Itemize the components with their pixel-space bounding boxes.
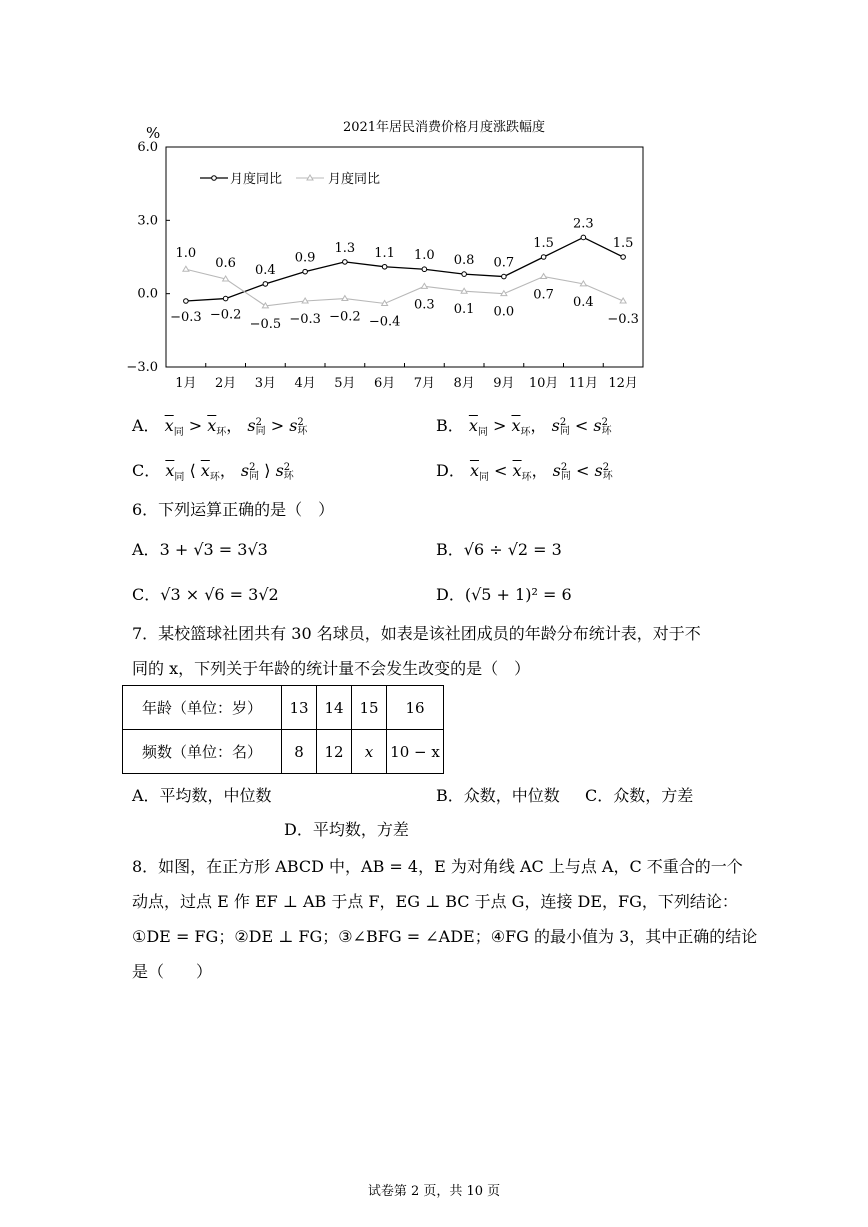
q5-option-a: A． $\overline{x}_同 > \overline{x}_环$， s 2 同 > s 2 环 xyxy=(132,416,308,439)
table-cell: 16 xyxy=(387,686,444,730)
table-row xyxy=(123,730,444,774)
x-tick-label: 7月 xyxy=(413,376,436,391)
y-tick-label: −3.0 xyxy=(126,360,158,375)
q8-line2: 动点，过点 E 作 EF ⊥ AB 于点 F，EG ⊥ BC 于点 G，连接 DE，FG，下列结论： xyxy=(132,892,738,911)
data-point xyxy=(422,267,427,272)
x-tick-label: 9月 xyxy=(493,376,515,391)
data-point xyxy=(382,264,387,269)
y-tick-label: 6.0 xyxy=(137,140,158,155)
data-label: 0.0 xyxy=(493,304,515,320)
data-point xyxy=(342,296,348,301)
data-label: −0.2 xyxy=(329,309,361,325)
data-point xyxy=(581,235,586,240)
data-label: 0.6 xyxy=(215,256,236,271)
table-cell: 年龄（单位：岁） xyxy=(123,686,282,730)
q6-option-d: D．(√5 + 1)² = 6 xyxy=(436,585,572,604)
series-line-1 xyxy=(186,269,623,306)
q7-option-c: C．众数，方差 xyxy=(585,786,694,805)
q5-option-d: D． $\overline{x}_同 < \overline{x}_环$， s 2 同 < s 2 环 xyxy=(436,461,613,484)
line-chart xyxy=(0,120,868,520)
data-label: −0.3 xyxy=(607,312,639,327)
q7-option-b: B．众数，中位数 xyxy=(436,786,560,805)
data-label: 0.8 xyxy=(453,253,475,269)
x-tick-label: 8月 xyxy=(453,376,475,391)
data-point xyxy=(343,260,348,265)
q8-line1: 8．如图，在正方形 ABCD 中，AB = 4，E 为对角线 AC 上与点 A，C 不重合的一个 xyxy=(132,857,743,876)
table-row xyxy=(123,686,444,730)
data-label: 2.3 xyxy=(573,216,594,232)
x-tick-label: 2月 xyxy=(214,376,237,391)
data-point xyxy=(621,255,626,260)
legend-label-0: 月度同比 xyxy=(230,172,283,187)
q5-option-b-formula: $\overline{x}_同 > \overline{x}_环$， s 2 同 < s 2 环 xyxy=(468,416,612,439)
x-tick-label: 4月 xyxy=(294,376,316,391)
table-cell: x xyxy=(352,730,387,774)
q7-stem-line1: 7．某校篮球社团共有 30 名球员，如表是该社团成员的年龄分布统计表，对于不 xyxy=(132,624,701,643)
table-cell: 8 xyxy=(282,730,317,774)
table-cell: 12 xyxy=(317,730,352,774)
data-label: 0.4 xyxy=(255,262,276,278)
series-line-0 xyxy=(186,237,623,301)
data-label: 0.7 xyxy=(533,287,554,303)
data-label: −0.3 xyxy=(170,310,202,325)
data-label: 1.3 xyxy=(334,240,356,256)
data-point xyxy=(263,282,268,287)
y-axis-unit: % xyxy=(146,124,161,142)
legend-label-1: 月度同比 xyxy=(328,172,381,187)
data-label: −0.4 xyxy=(368,314,401,330)
data-label: 0.3 xyxy=(414,297,435,313)
data-label: −0.3 xyxy=(289,312,321,327)
data-label: −0.2 xyxy=(209,307,242,323)
legend-marker-0 xyxy=(212,176,217,181)
q6-stem: 6．下列运算正确的是（ ） xyxy=(132,500,335,519)
data-point xyxy=(541,255,546,260)
q5-option-b: B． $\overline{x}_同 > \overline{x}_环$， s 2 同 < s 2 环 xyxy=(436,416,612,439)
data-label: 1.0 xyxy=(414,248,435,264)
table-cell: 13 xyxy=(282,686,317,730)
data-point xyxy=(183,266,189,271)
x-tick-label: 6月 xyxy=(373,376,396,391)
table-cell: 15 xyxy=(352,686,387,730)
data-label: 0.4 xyxy=(573,294,594,310)
age-frequency-table xyxy=(122,685,444,774)
data-label: 0.1 xyxy=(453,302,475,318)
data-point xyxy=(502,274,507,279)
page-footer: 试卷第 2 页，共 10 页 xyxy=(367,1184,501,1199)
x-tick-label: 1月 xyxy=(175,376,197,391)
data-point xyxy=(223,296,228,301)
q5-option-a-formula: $\overline{x}_同 > \overline{x}_环$， s 2 同 > s 2 环 xyxy=(164,416,308,439)
q8-line3: ①DE = FG；②DE ⊥ FG；③∠BFG = ∠ADE；④FG 的最小值为 3，其中正确的结论 xyxy=(132,927,758,946)
data-label: 0.7 xyxy=(493,255,515,271)
x-tick-label: 10月 xyxy=(528,376,559,391)
chart-title: 2021年居民消费价格月度涨跌幅度 xyxy=(342,120,546,135)
data-label: −0.5 xyxy=(249,316,282,332)
data-label: 1.5 xyxy=(612,236,634,251)
x-tick-label: 3月 xyxy=(254,376,277,391)
q7-option-a: A．平均数，中位数 xyxy=(132,786,272,805)
y-tick-label: 3.0 xyxy=(137,213,158,229)
data-label: 1.1 xyxy=(374,245,395,261)
data-point xyxy=(184,299,189,304)
data-point xyxy=(303,269,308,274)
table-cell: 10 − x xyxy=(387,730,444,774)
q8-line4: 是（ ） xyxy=(132,962,213,981)
x-tick-label: 12月 xyxy=(608,376,638,391)
q6-option-a: A．3 + √3 = 3√3 xyxy=(132,540,268,559)
q7-option-d: D．平均数，方差 xyxy=(284,820,409,839)
data-label: 1.5 xyxy=(533,236,554,251)
data-label: 1.0 xyxy=(175,246,197,262)
q6-option-b: B．√6 ÷ √2 = 3 xyxy=(436,540,562,559)
data-point xyxy=(421,283,427,288)
y-tick-label: 0.0 xyxy=(137,286,158,302)
q5-option-c: C． $\overline{x}_同$ ⟨ $\overline{x}_环$， s 2 同 ⟩ s 2 环 xyxy=(132,461,294,484)
x-tick-label: 11月 xyxy=(568,376,599,391)
data-point xyxy=(541,274,547,279)
q5-option-d-formula: $\overline{x}_同 < \overline{x}_环$， s 2 同 < s 2 环 xyxy=(469,461,613,484)
data-point xyxy=(462,272,467,277)
q5-option-c-formula: $\overline{x}_同$ ⟨ $\overline{x}_环$， s 2 同 ⟩ s 2 环 xyxy=(165,461,294,484)
table-cell: 14 xyxy=(317,686,352,730)
x-tick-label: 5月 xyxy=(334,376,356,391)
q7-stem-line2: 同的 x，下列关于年龄的统计量不会发生改变的是（ ） xyxy=(132,659,531,678)
data-label: 0.9 xyxy=(294,250,316,266)
table-cell: 频数（单位：名） xyxy=(123,730,282,774)
q6-option-c: C．√3 × √6 = 3√2 xyxy=(132,585,279,604)
